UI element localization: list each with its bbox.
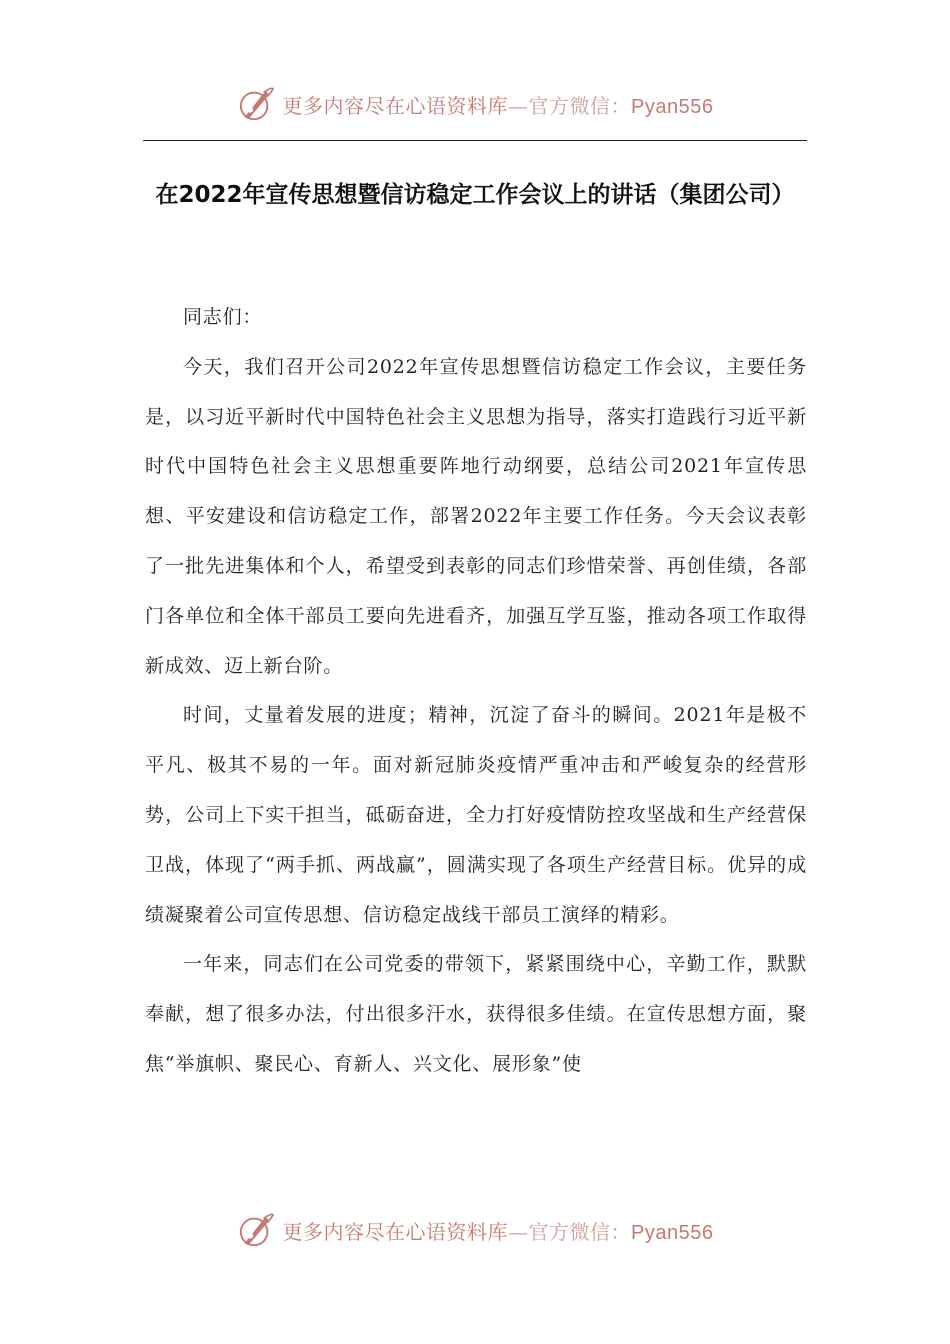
paragraph: 一年来，同志们在公司党委的带领下，紧紧围绕中心，辛勤工作，默默奉献，想了很多办法，付出很多汗水，获得很多佳绩。在宣传思想方面，聚焦“举旗帜、聚民心、育新人、兴文化、展形象”使 xyxy=(145,953,807,1075)
page-title: 在2022年宣传思想暨信访稳定工作会议上的讲话（集团公司） xyxy=(155,182,795,208)
paragraph: 今天，我们召开公司2022年宣传思想暨信访稳定工作会议，主要任务是，以习近平新时代中国特色社会主义思想为指导，落实打造践行习近平新时代中国特色社会主义思想重要阵地行动纲要，总结公司2021年宣传思想、平安建设和信访稳定工作，部署2022年主要工作任务。今天会议表彰了一批先进集体和个人，希望受到表彰的同志们珍惜荣誉、再创佳绩，各部门各单位和全体干部员工要向先进看齐，加强互学互鉴，推动各项工作取得新成效、迈上新台阶。 xyxy=(145,355,807,677)
header-watermark xyxy=(0,82,950,126)
footer-watermark-text: 更多内容尽在心语资料库—官方微信：Pyan556 xyxy=(282,1219,714,1244)
document-body xyxy=(145,293,807,1090)
quill-pen-logo-icon xyxy=(237,1211,275,1249)
paragraph: 时间，丈量着发展的进度；精神，沉淀了奋斗的瞬间。2021年是极不平凡、极其不易的一年。面对新冠肺炎疫情严重冲击和严峻复杂的经营形势，公司上下实干担当，砥砺奋进，全力打好疫情防控攻坚战和生产经营保卫战，体现了“两手抓、两战赢”，圆满实现了各项生产经营目标。优异的成绩凝聚着公司宣传思想、信访稳定战线干部员工演绎的精彩。 xyxy=(145,704,807,926)
quill-pen-logo-icon xyxy=(237,85,275,123)
salutation: 同志们： xyxy=(183,306,263,328)
footer-watermark xyxy=(0,1208,950,1252)
header-watermark-text: 更多内容尽在心语资料库—官方微信：Pyan556 xyxy=(282,93,714,118)
header-divider xyxy=(143,140,807,141)
